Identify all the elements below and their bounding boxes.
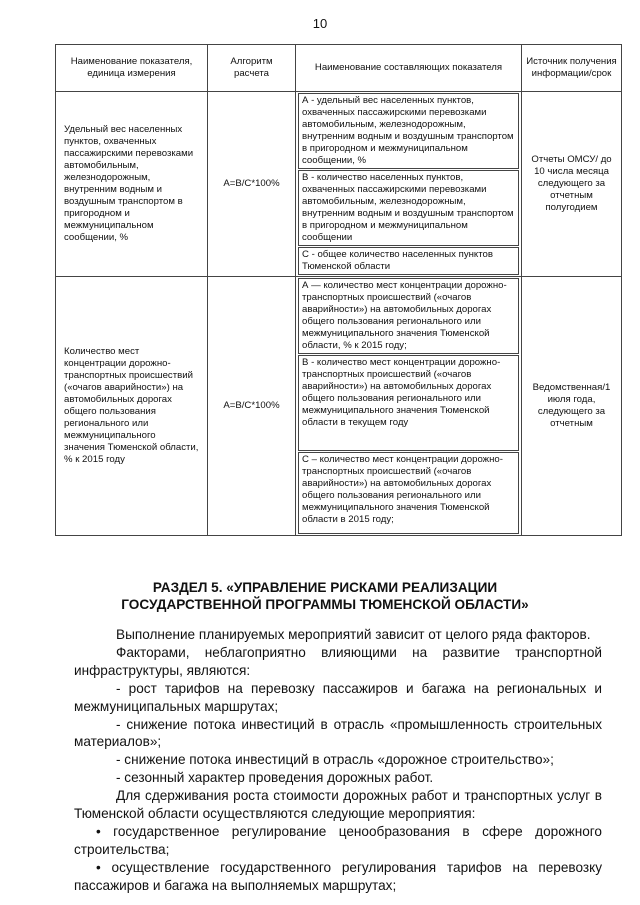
component-b: В - количество мест концентрации дорожно-транспортных происшествий («очагов аварийности») на автомобильных дорогах общего пользования регионального или межмуниципального значения Тюменской области в текущем году [298, 355, 519, 451]
component-c: С - общее количество населенных пунктов Тюменской области [298, 247, 519, 275]
algorithm-cell: A=B/C*100% [208, 276, 296, 535]
components-cell [296, 276, 522, 535]
table-row [56, 92, 622, 277]
source-cell: Ведомственная/1 июля года, следующего за отчетным [522, 276, 622, 535]
header-indicator-name: Наименование показателя, единица измерения [56, 45, 208, 92]
paragraph: Для сдерживания роста стоимости дорожных работ и транспортных услуг в Тюменской области осуществляются следующие мероприятия: [74, 788, 602, 822]
list-item: - снижение потока инвестиций в отрасль «промышленность строительных материалов»; [74, 716, 602, 750]
list-item: - сезонный характер проведения дорожных работ. [116, 770, 434, 786]
table-header-row [56, 45, 622, 92]
paragraph: Факторами, неблагоприятно влияющими на развитие транспортной инфраструктуры, являются: [74, 644, 602, 678]
section-heading-line: РАЗДЕЛ 5. «УПРАВЛЕНИЕ РИСКАМИ РЕАЛИЗАЦИИ [152, 580, 498, 595]
list-item: • государственное регулирование ценообразования в сфере дорожного строительства; [74, 823, 602, 857]
components-cell [296, 92, 522, 277]
component-a: А — количество мест концентрации дорожно-транспортных происшествий («очагов аварийности») на автомобильных дорогах общего пользования регионального или межмуниципального значения Тюменской области, % к 2015 году; [298, 278, 519, 354]
table-row [56, 276, 622, 535]
section-body [74, 626, 602, 895]
section-heading-line: ГОСУДАРСТВЕННОЙ ПРОГРАММЫ ТЮМЕНСКОЙ ОБЛАСТИ» [121, 596, 529, 612]
paragraph: Выполнение планируемых мероприятий зависит от целого ряда факторов. [116, 627, 591, 642]
component-c: С – количество мест концентрации дорожно-транспортных происшествий («очагов аварийности») на автомобильных дорогах общего пользования регионального или межмуниципального значения Тюменской области в 2015 году; [298, 452, 519, 534]
section-heading [75, 580, 575, 614]
indicators-table [55, 44, 622, 536]
page-number: 10 [312, 16, 328, 31]
component-a: А - удельный вес населенных пунктов, охваченных пассажирскими перевозками автомобильным, железнодорожным, внутренним водным и воздушным транспортом в пригородном и межмуниципальном сообщении, % [298, 93, 519, 169]
list-item: • осуществление государственного регулирования тарифов на перевозку пассажиров и багажа на выполняемых маршрутах; [74, 859, 602, 893]
algorithm-cell: A=B/C*100% [208, 92, 296, 277]
list-item: - рост тарифов на перевозку пассажиров и багажа на региональных и межмуниципальных маршрутах; [74, 680, 602, 714]
indicator-name-cell: Количество мест концентрации дорожно-транспортных происшествий («очагов аварийности») на автомобильных дорогах общего пользования регионального или межмуниципального значения Тюменской области, % к 2015 году [56, 276, 208, 535]
indicator-name-cell: Удельный вес населенных пунктов, охваченных пассажирскими перевозками автомобильным, железнодорожным, внутренним водным и воздушным транспортом в пригородном и межмуниципальном сообщении, % [56, 92, 208, 277]
source-cell: Отчеты ОМСУ/ до 10 числа месяца следующего за отчетным полугодием [522, 92, 622, 277]
header-algorithm: Алгоритм расчета [208, 45, 296, 92]
list-item: - снижение потока инвестиций в отрасль «дорожное строительство»; [116, 752, 554, 768]
header-source: Источник получения информации/срок [522, 45, 622, 92]
header-components: Наименование составляющих показателя [296, 45, 522, 92]
component-b: В - количество населенных пунктов, охваченных пассажирскими перевозками автомобильным, железнодорожным, внутренним водным и воздушным транспортом в пригородном и межмуниципальном сообщении [298, 170, 519, 246]
